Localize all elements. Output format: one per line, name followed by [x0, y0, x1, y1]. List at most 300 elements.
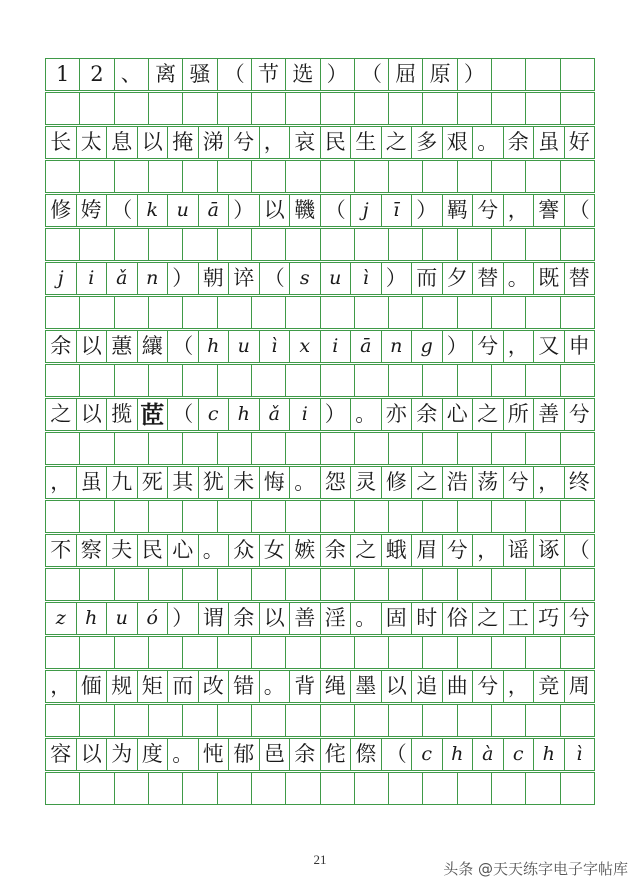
grid-cell — [321, 773, 355, 805]
grid-cell — [321, 161, 355, 193]
grid-cell — [115, 637, 149, 669]
grid-cell: ， — [260, 127, 291, 159]
grid-cell — [149, 569, 183, 601]
grid-cell: 。 — [351, 399, 382, 431]
grid-cell: 謇 — [534, 195, 565, 227]
grid-cell: 之 — [46, 399, 77, 431]
grid-cell: 偭 — [77, 671, 108, 703]
grid-cell: 骚 — [183, 59, 217, 91]
grid-cell — [458, 297, 492, 329]
grid-row — [45, 262, 595, 295]
grid-cell — [46, 501, 80, 533]
grid-cell: 息 — [107, 127, 138, 159]
grid-cell: ， — [46, 467, 77, 499]
grid-cell: 又 — [534, 331, 565, 363]
grid-row — [45, 772, 595, 805]
grid-cell: 太 — [77, 127, 108, 159]
grid-cell: 善 — [534, 399, 565, 431]
grid-cell — [355, 773, 389, 805]
grid-cell: ， — [504, 195, 535, 227]
grid-cell: 生 — [351, 127, 382, 159]
grid-row — [45, 568, 595, 601]
grid-cell — [321, 365, 355, 397]
grid-cell: 以 — [77, 399, 108, 431]
grid-row — [45, 432, 595, 465]
grid-cell: 所 — [504, 399, 535, 431]
grid-cell: n — [138, 263, 169, 295]
grid-cell — [218, 773, 252, 805]
grid-cell: 余 — [321, 535, 352, 567]
grid-cell — [526, 569, 560, 601]
grid-cell: 蛾 — [382, 535, 413, 567]
grid-cell — [218, 569, 252, 601]
grid-cell — [492, 569, 526, 601]
grid-cell: 。 — [290, 467, 321, 499]
grid-cell: 悔 — [260, 467, 291, 499]
grid-cell: c — [504, 739, 535, 771]
grid-cell: ） — [321, 59, 355, 91]
grid-cell: （ — [168, 331, 199, 363]
grid-cell — [321, 637, 355, 669]
grid-cell — [355, 161, 389, 193]
grid-cell — [46, 229, 80, 261]
grid-cell: i — [77, 263, 108, 295]
grid-row — [45, 58, 595, 91]
grid-cell: 。 — [260, 671, 291, 703]
grid-cell — [355, 297, 389, 329]
grid-cell — [115, 297, 149, 329]
grid-cell — [252, 501, 286, 533]
grid-cell: 忳 — [199, 739, 230, 771]
grid-cell: ǎ — [260, 399, 291, 431]
grid-cell: 心 — [443, 399, 474, 431]
grid-cell: 余 — [290, 739, 321, 771]
grid-cell: 以 — [382, 671, 413, 703]
grid-cell — [80, 569, 114, 601]
grid-cell: 邑 — [260, 739, 291, 771]
grid-cell — [321, 433, 355, 465]
grid-cell — [321, 297, 355, 329]
grid-cell: x — [290, 331, 321, 363]
grid-cell: 女 — [260, 535, 291, 567]
grid-cell — [423, 365, 457, 397]
grid-cell — [458, 433, 492, 465]
grid-cell: ā — [351, 331, 382, 363]
grid-cell: 茝 — [138, 399, 169, 431]
grid-cell: h — [77, 603, 108, 635]
grid-cell — [218, 365, 252, 397]
grid-cell — [526, 59, 560, 91]
grid-cell — [389, 705, 423, 737]
grid-cell — [389, 637, 423, 669]
grid-cell: ， — [473, 535, 504, 567]
grid-cell — [492, 59, 526, 91]
grid-cell — [321, 229, 355, 261]
grid-cell: 蕙 — [107, 331, 138, 363]
grid-cell — [252, 569, 286, 601]
grid-cell: 2 — [80, 59, 114, 91]
grid-cell: 以 — [77, 739, 108, 771]
grid-row — [45, 466, 595, 499]
grid-cell — [149, 161, 183, 193]
grid-cell — [115, 705, 149, 737]
grid-row — [45, 704, 595, 737]
grid-cell: h — [443, 739, 474, 771]
grid-cell — [321, 705, 355, 737]
grid-cell: ā — [199, 195, 230, 227]
grid-cell — [183, 773, 217, 805]
grid-cell: à — [473, 739, 504, 771]
grid-cell: 嫉 — [290, 535, 321, 567]
grid-cell — [183, 229, 217, 261]
grid-cell — [46, 705, 80, 737]
grid-cell: 兮 — [504, 467, 535, 499]
grid-cell: 荡 — [473, 467, 504, 499]
grid-cell — [355, 229, 389, 261]
grid-row — [45, 194, 595, 227]
grid-cell: （ — [107, 195, 138, 227]
grid-cell — [252, 637, 286, 669]
grid-cell: （ — [355, 59, 389, 91]
grid-cell: 艰 — [443, 127, 474, 159]
grid-cell — [46, 433, 80, 465]
grid-cell — [458, 229, 492, 261]
grid-cell: 规 — [107, 671, 138, 703]
grid-cell — [218, 433, 252, 465]
grid-cell: 工 — [504, 603, 535, 635]
grid-cell — [252, 773, 286, 805]
grid-cell: 时 — [412, 603, 443, 635]
grid-cell — [286, 365, 320, 397]
grid-cell — [183, 297, 217, 329]
grid-row — [45, 228, 595, 261]
grid-cell — [526, 705, 560, 737]
grid-cell — [183, 569, 217, 601]
grid-cell — [526, 433, 560, 465]
grid-cell — [526, 637, 560, 669]
grid-cell: 余 — [46, 331, 77, 363]
grid-cell: 淫 — [321, 603, 352, 635]
grid-cell: 兮 — [473, 331, 504, 363]
grid-cell — [80, 501, 114, 533]
grid-cell: 兮 — [473, 195, 504, 227]
grid-cell: 之 — [351, 535, 382, 567]
grid-cell — [561, 773, 595, 805]
grid-cell: 选 — [286, 59, 320, 91]
grid-cell: 而 — [412, 263, 443, 295]
grid-cell — [183, 705, 217, 737]
grid-cell — [286, 501, 320, 533]
grid-row — [45, 500, 595, 533]
grid-cell — [526, 93, 560, 125]
grid-cell: ） — [458, 59, 492, 91]
grid-cell — [183, 161, 217, 193]
grid-cell — [149, 773, 183, 805]
grid-cell: 谇 — [229, 263, 260, 295]
grid-cell: （ — [565, 535, 596, 567]
grid-cell: c — [412, 739, 443, 771]
grid-cell — [321, 501, 355, 533]
grid-cell: 之 — [473, 603, 504, 635]
grid-cell: 姱 — [77, 195, 108, 227]
grid-cell: u — [168, 195, 199, 227]
grid-cell — [149, 705, 183, 737]
grid-cell: ） — [382, 263, 413, 295]
grid-cell: 亦 — [382, 399, 413, 431]
grid-cell — [526, 297, 560, 329]
grid-cell — [458, 365, 492, 397]
grid-cell — [286, 297, 320, 329]
grid-cell — [423, 705, 457, 737]
grid-cell: 众 — [229, 535, 260, 567]
grid-cell — [115, 773, 149, 805]
grid-cell: 矩 — [138, 671, 169, 703]
grid-cell — [492, 229, 526, 261]
grid-cell — [458, 569, 492, 601]
grid-cell — [80, 705, 114, 737]
grid-cell: 谓 — [199, 603, 230, 635]
grid-cell: h — [199, 331, 230, 363]
grid-cell — [561, 637, 595, 669]
grid-cell: ， — [504, 331, 535, 363]
grid-cell: 替 — [565, 263, 596, 295]
grid-cell: 余 — [229, 603, 260, 635]
grid-cell: 离 — [149, 59, 183, 91]
grid-cell: 固 — [382, 603, 413, 635]
grid-cell — [492, 773, 526, 805]
grid-cell: 。 — [199, 535, 230, 567]
grid-cell — [252, 297, 286, 329]
page-number: 21 — [313, 852, 327, 867]
grid-cell: 鞿 — [290, 195, 321, 227]
grid-cell — [389, 569, 423, 601]
grid-cell — [321, 93, 355, 125]
grid-cell — [183, 93, 217, 125]
grid-cell: 兮 — [565, 399, 596, 431]
grid-row — [45, 534, 595, 567]
grid-cell: 之 — [382, 127, 413, 159]
grid-cell — [115, 433, 149, 465]
grid-cell — [286, 773, 320, 805]
grid-cell — [80, 637, 114, 669]
grid-cell: 怨 — [321, 467, 352, 499]
grid-cell: （ — [260, 263, 291, 295]
grid-cell: 民 — [321, 127, 352, 159]
grid-cell: s — [290, 263, 321, 295]
grid-cell: 好 — [565, 127, 596, 159]
grid-cell — [80, 93, 114, 125]
grid-cell — [286, 569, 320, 601]
grid-cell — [46, 297, 80, 329]
grid-cell: 民 — [138, 535, 169, 567]
grid-cell — [252, 93, 286, 125]
grid-cell — [46, 93, 80, 125]
grid-cell — [286, 93, 320, 125]
grid-cell — [80, 433, 114, 465]
grid-cell: （ — [565, 195, 596, 227]
grid-cell: 九 — [107, 467, 138, 499]
grid-cell — [492, 297, 526, 329]
grid-cell: ） — [229, 195, 260, 227]
grid-cell — [46, 365, 80, 397]
grid-cell — [423, 229, 457, 261]
grid-cell — [492, 93, 526, 125]
grid-cell: n — [382, 331, 413, 363]
watermark: 头条 @天天练字电子字帖库 — [443, 860, 628, 878]
grid-cell: 原 — [423, 59, 457, 91]
grid-cell — [218, 705, 252, 737]
grid-cell — [389, 297, 423, 329]
grid-cell — [389, 501, 423, 533]
grid-cell — [115, 365, 149, 397]
grid-cell: 兮 — [473, 671, 504, 703]
grid-cell — [389, 365, 423, 397]
grid-cell — [526, 773, 560, 805]
grid-cell: 错 — [229, 671, 260, 703]
grid-cell — [149, 93, 183, 125]
grid-row — [45, 398, 595, 431]
grid-cell — [389, 161, 423, 193]
grid-cell: 兮 — [229, 127, 260, 159]
grid-cell: k — [138, 195, 169, 227]
grid-cell: ， — [504, 671, 535, 703]
grid-cell — [458, 93, 492, 125]
grid-cell — [355, 365, 389, 397]
grid-row — [45, 296, 595, 329]
grid-row — [45, 330, 595, 363]
grid-cell — [115, 501, 149, 533]
grid-cell — [561, 433, 595, 465]
grid-cell — [149, 297, 183, 329]
grid-cell: 、 — [115, 59, 149, 91]
grid-cell: 羁 — [443, 195, 474, 227]
grid-cell: 不 — [46, 535, 77, 567]
grid-cell — [355, 93, 389, 125]
grid-cell: 掩 — [168, 127, 199, 159]
grid-cell — [355, 501, 389, 533]
grid-cell: 替 — [473, 263, 504, 295]
grid-cell — [355, 433, 389, 465]
grid-cell — [46, 569, 80, 601]
grid-cell — [389, 773, 423, 805]
grid-cell: 背 — [290, 671, 321, 703]
grid-cell: 以 — [260, 603, 291, 635]
grid-cell: 其 — [168, 467, 199, 499]
grid-cell: 巧 — [534, 603, 565, 635]
grid-cell: ì — [565, 739, 596, 771]
grid-cell: 多 — [412, 127, 443, 159]
grid-cell — [149, 229, 183, 261]
grid-cell: （ — [382, 739, 413, 771]
grid-cell — [286, 229, 320, 261]
grid-cell — [46, 637, 80, 669]
grid-cell — [389, 93, 423, 125]
grid-cell — [458, 501, 492, 533]
grid-cell — [286, 161, 320, 193]
grid-cell — [492, 433, 526, 465]
grid-cell: 之 — [412, 467, 443, 499]
grid-cell — [355, 705, 389, 737]
grid-cell — [423, 161, 457, 193]
grid-cell: z — [46, 603, 77, 635]
grid-cell: u — [229, 331, 260, 363]
grid-cell: 。 — [473, 127, 504, 159]
grid-row — [45, 670, 595, 703]
grid-cell: ） — [321, 399, 352, 431]
grid-cell: 朝 — [199, 263, 230, 295]
grid-row — [45, 364, 595, 397]
grid-cell: 哀 — [290, 127, 321, 159]
grid-cell: 死 — [138, 467, 169, 499]
grid-cell: 浩 — [443, 467, 474, 499]
grid-cell: 竞 — [534, 671, 565, 703]
grid-cell: ó — [138, 603, 169, 635]
grid-cell: 兮 — [443, 535, 474, 567]
grid-cell — [252, 433, 286, 465]
grid-cell: 之 — [473, 399, 504, 431]
grid-cell: 。 — [168, 739, 199, 771]
grid-cell: g — [412, 331, 443, 363]
grid-cell — [458, 637, 492, 669]
grid-cell — [80, 365, 114, 397]
grid-cell — [286, 637, 320, 669]
grid-cell: 灵 — [351, 467, 382, 499]
grid-cell — [561, 229, 595, 261]
grid-cell: 1 — [46, 59, 80, 91]
grid-cell — [492, 161, 526, 193]
grid-cell: i — [290, 399, 321, 431]
grid-cell: 。 — [504, 263, 535, 295]
grid-row — [45, 602, 595, 635]
grid-cell — [80, 297, 114, 329]
grid-cell: ， — [534, 467, 565, 499]
grid-cell — [183, 365, 217, 397]
grid-cell: 犹 — [199, 467, 230, 499]
grid-cell: 以 — [77, 331, 108, 363]
grid-cell — [218, 637, 252, 669]
grid-cell: 终 — [565, 467, 596, 499]
grid-cell — [149, 365, 183, 397]
grid-cell: u — [321, 263, 352, 295]
grid-cell — [492, 705, 526, 737]
grid-cell: 兮 — [565, 603, 596, 635]
grid-cell: 未 — [229, 467, 260, 499]
grid-cell: 夫 — [107, 535, 138, 567]
grid-cell — [389, 229, 423, 261]
grid-cell — [458, 705, 492, 737]
grid-cell — [252, 705, 286, 737]
grid-cell: （ — [218, 59, 252, 91]
grid-cell — [458, 773, 492, 805]
grid-cell: 。 — [351, 603, 382, 635]
grid-cell — [423, 773, 457, 805]
grid-cell: 墨 — [351, 671, 382, 703]
grid-cell — [423, 297, 457, 329]
grid-cell: ， — [46, 671, 77, 703]
grid-cell — [183, 433, 217, 465]
grid-row — [45, 160, 595, 193]
grid-cell — [252, 365, 286, 397]
grid-cell: ） — [443, 331, 474, 363]
grid-cell: ì — [351, 263, 382, 295]
grid-cell: u — [107, 603, 138, 635]
grid-cell: 傺 — [351, 739, 382, 771]
grid-cell — [526, 501, 560, 533]
grid-cell: 周 — [565, 671, 596, 703]
grid-cell: 察 — [77, 535, 108, 567]
grid-row — [45, 738, 595, 771]
grid-cell — [561, 501, 595, 533]
